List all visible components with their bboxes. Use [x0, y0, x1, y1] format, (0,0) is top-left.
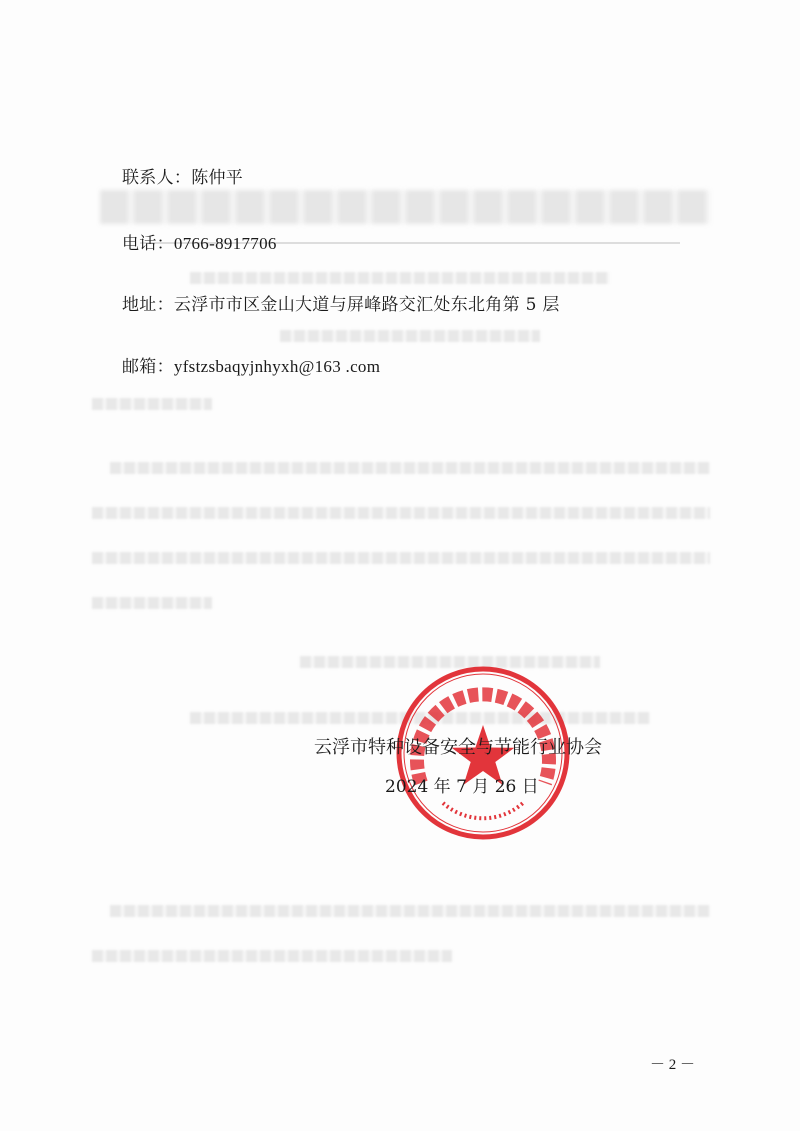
bleed-through-line	[92, 552, 710, 564]
contact-person-value: 陈仲平	[191, 168, 244, 188]
contact-phone-value: 0766-8917706	[173, 234, 277, 253]
issuing-organization: 云浮市特种设备安全与节能行业协会	[314, 737, 602, 758]
bleed-through-line	[92, 398, 212, 410]
bleed-through-line	[110, 905, 710, 917]
bleed-through-line	[280, 330, 540, 342]
bleed-through-line	[92, 950, 452, 962]
bleed-through-line	[190, 272, 610, 284]
contact-address-value: 云浮市市区金山大道与屏峰路交汇处东北角第 5 层	[173, 295, 560, 315]
contact-address-line	[122, 290, 560, 315]
contact-phone-line	[122, 229, 277, 254]
contact-person-line	[122, 163, 243, 188]
contact-address-label: 地址：	[122, 295, 174, 315]
contact-email-value: yfstzsbaqyjnhyxh@163 .com	[173, 357, 381, 376]
contact-email-label: 邮箱：	[122, 357, 174, 377]
bleed-through-title	[100, 190, 710, 224]
contact-email-line	[122, 352, 380, 377]
page-number: － 2 －	[650, 1057, 696, 1073]
contact-phone-label: 电话：	[122, 234, 174, 254]
bleed-through-line	[110, 462, 710, 474]
bleed-through-line	[92, 597, 212, 609]
bleed-through-line	[92, 507, 710, 519]
contact-person-label: 联系人：	[122, 168, 192, 188]
issue-date: 2024 年 7 月 26 日	[385, 777, 539, 797]
